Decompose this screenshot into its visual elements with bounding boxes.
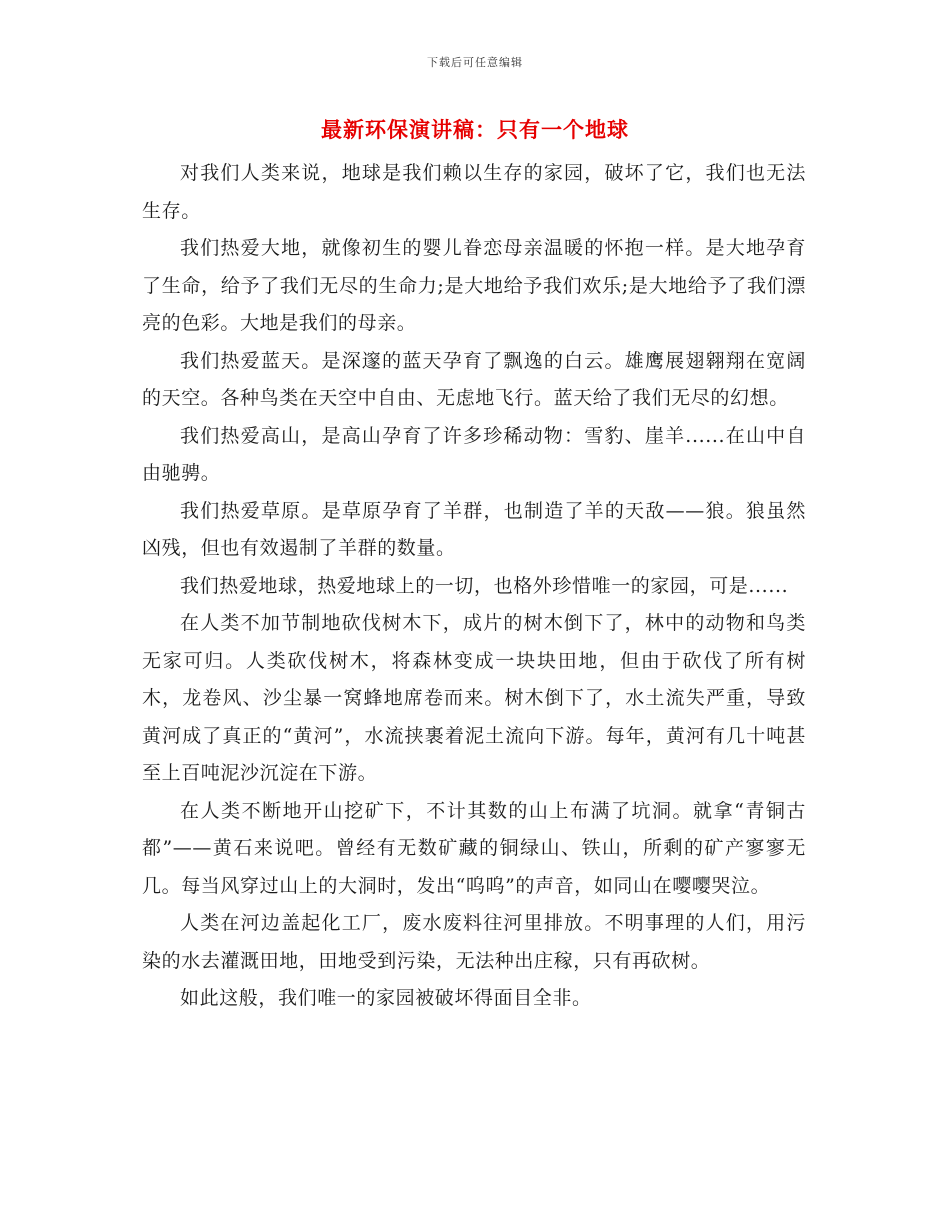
paragraph: 我们热爱地球，热爱地球上的一切，也格外珍惜唯一的家园，可是...... [180,574,789,597]
paragraph: 在人类不加节制地砍伐树木下，成片的树木倒下了，林中的动物和鸟类无家可归。人类砍伐树木，将森林变成一块块田地，但由于砍伐了所有树木，龙卷风、沙尘暴一窝蜂地席卷而来。树木倒下了，水土流失严重，导致黄河成了真正的“黄河”，水流挟裹着泥土流向下游。每年，黄河有几十吨甚至上百吨泥沙沉淀在下游。 [142,612,806,784]
paragraph: 我们热爱草原。是草原孕育了羊群，也制造了羊的天敌——狼。狼虽然凶残，但也有效遏制了羊群的数量。 [142,499,806,559]
paragraph: 我们热爱大地，就像初生的婴儿眷恋母亲温暖的怀抱一样。是大地孕育了生命，给予了我们无尽的生命力;是大地给予我们欢乐;是大地给予了我们漂亮的色彩。大地是我们的母亲。 [142,237,806,334]
paragraph: 我们热爱高山，是高山孕育了许多珍稀动物：雪豹、崖羊......在山中自由驰骋。 [142,424,806,484]
document-body [142,155,806,1018]
paragraph: 对我们人类来说，地球是我们赖以生存的家园，破坏了它，我们也无法生存。 [142,162,806,222]
paragraph: 如此这般，我们唯一的家园被破坏得面目全非。 [180,987,592,1009]
paragraph: 我们热爱蓝天。是深邃的蓝天孕育了飘逸的白云。雄鹰展翅翱翔在宽阔的天空。各种鸟类在天空中自由、无虑地飞行。蓝天给了我们无尽的幻想。 [142,349,806,409]
paragraph: 在人类不断地开山挖矿下，不计其数的山上布满了坑洞。就拿“青铜古都”——黄石来说吧。曾经有无数矿藏的铜绿山、铁山，所剩的矿产寥寥无几。每当风穿过山上的大洞时，发出“呜呜”的声音，如同山在嘤嘤哭泣。 [142,799,806,897]
header-note: 下载后可任意编辑 [427,56,523,69]
document-title: 最新环保演讲稿：只有一个地球 [321,117,629,142]
paragraph: 人类在河边盖起化工厂，废水废料往河里排放。不明事理的人们，用污染的水去灌溉田地，田地受到污染，无法种出庄稼，只有再砍树。 [142,912,806,972]
